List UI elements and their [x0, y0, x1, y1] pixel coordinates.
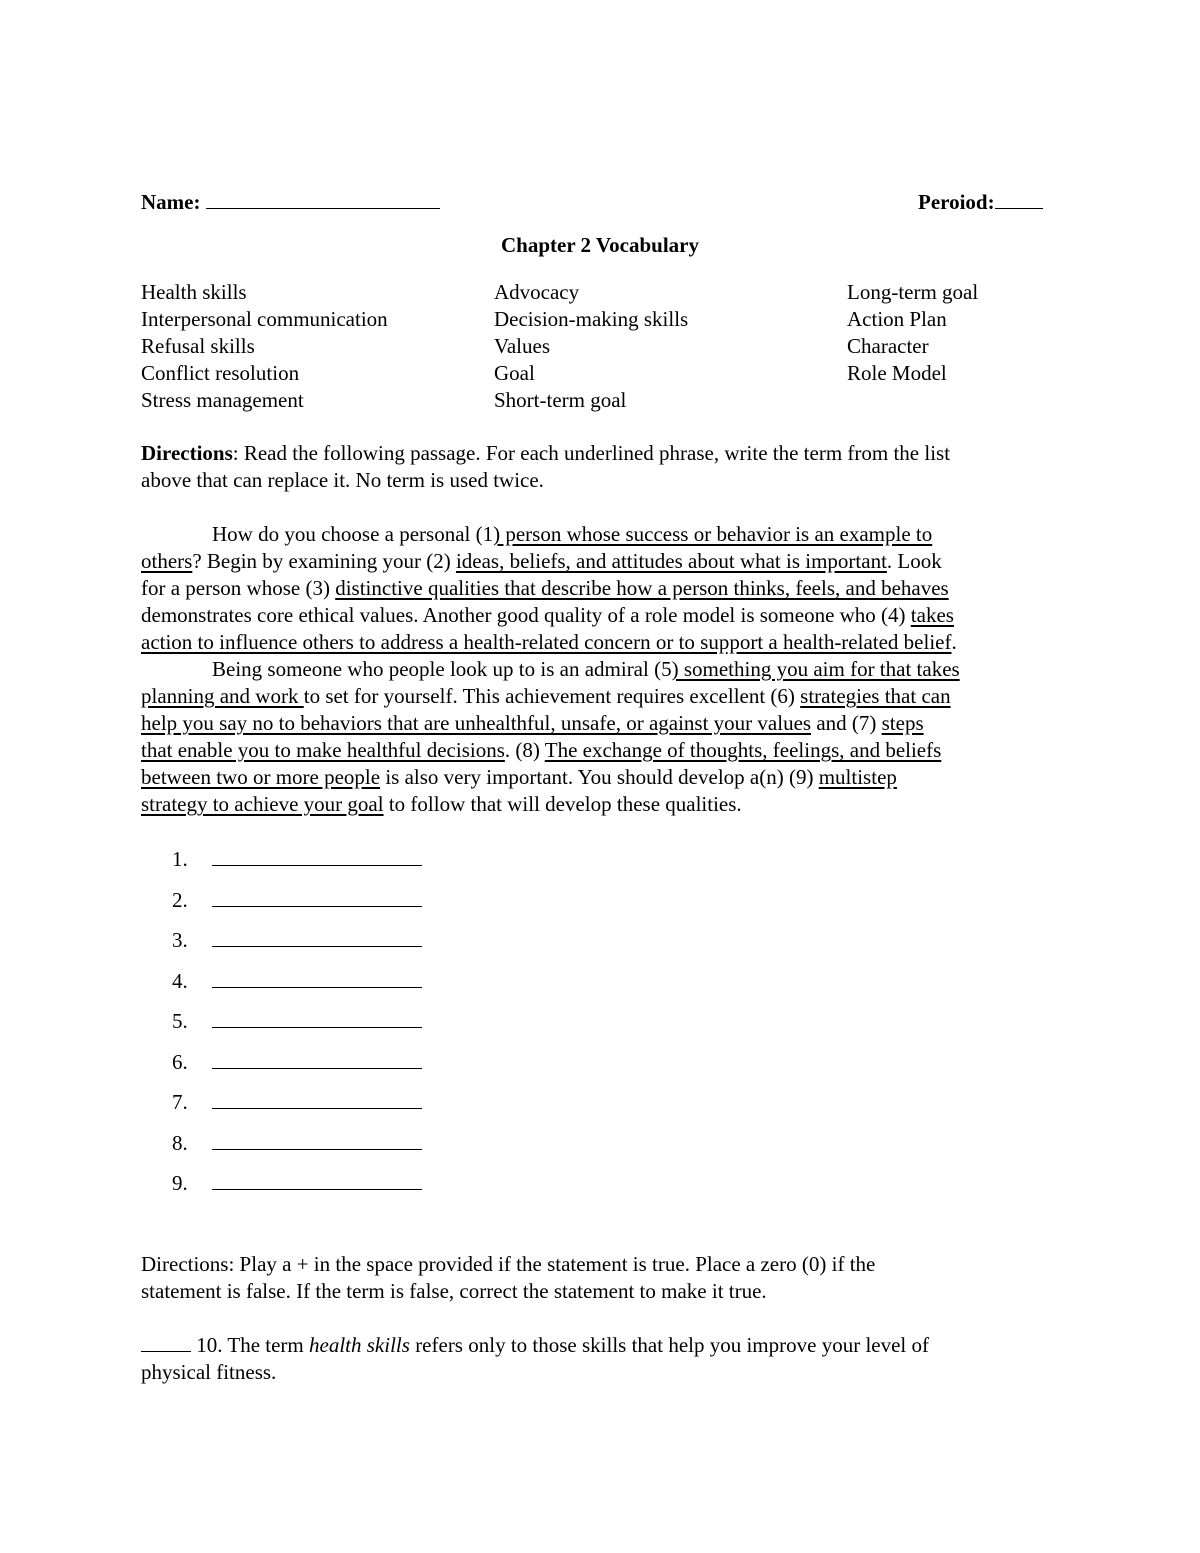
answer-number: 5.: [172, 1009, 188, 1033]
answer-blank[interactable]: [212, 928, 422, 947]
underlined-phrase-5: planning and work: [141, 684, 304, 708]
answer-number: 1.: [172, 847, 188, 871]
underlined-phrase-3: distinctive qualities that describe how a person thinks, feels, and behaves: [335, 576, 949, 600]
vocab-term: Action Plan: [847, 307, 947, 331]
vocab-term: Character: [847, 334, 929, 358]
answer-item[interactable]: [172, 846, 422, 887]
underlined-phrase-9: multistep: [818, 765, 897, 789]
passage-text: How do you choose a personal (1: [212, 522, 494, 546]
underlined-phrase-4: action to influence others to address a health-related concern or to support a health-related belief: [141, 630, 952, 654]
passage-text: demonstrates core ethical values. Another good quality of a role model is someone who (4): [141, 603, 911, 627]
directions-text: : Read the following passage. For each underlined phrase, write the term from the list: [232, 441, 951, 465]
passage-text: and (7): [811, 711, 882, 735]
vocab-term: Refusal skills: [141, 334, 255, 358]
passage: [141, 521, 1061, 818]
underlined-phrase-1: others: [141, 549, 193, 573]
name-label: Name:: [141, 190, 201, 214]
answer-item[interactable]: [172, 1008, 422, 1049]
vocab-term: Long-term goal: [847, 280, 979, 304]
passage-text: .: [951, 630, 957, 654]
underlined-phrase-2: ideas, beliefs, and attitudes about what is important: [455, 549, 887, 573]
underlined-phrase-4: takes: [910, 603, 954, 627]
passage-text: to follow that will develop these qualities.: [383, 792, 742, 816]
question-10: [141, 1332, 1061, 1386]
vocab-term: Short-term goal: [494, 388, 627, 412]
answer-item[interactable]: [172, 1049, 422, 1090]
answer-blank[interactable]: [212, 969, 422, 988]
vocab-term: Interpersonal communication: [141, 307, 388, 331]
question-text: physical fitness.: [141, 1360, 277, 1384]
answer-number: 6.: [172, 1049, 188, 1074]
underlined-phrase-6: help you say no to behaviors that are unhealthful, unsafe, or against your values: [141, 711, 812, 735]
vocab-column-1: [141, 279, 388, 414]
vocab-term: Conflict resolution: [141, 361, 300, 385]
passage-text: Being someone who people look up to is an admiral (5: [212, 657, 672, 681]
passage-text: . (8): [504, 738, 545, 762]
passage-text: ? Begin by examining your (2): [192, 549, 456, 573]
passage-text: to set for yourself. This achievement requires excellent (6): [303, 684, 801, 708]
answer-blank[interactable]: [212, 1009, 422, 1028]
period-blank[interactable]: [995, 190, 1043, 209]
period-label: Peroiod:: [918, 190, 995, 214]
question-term: health skills: [309, 1333, 410, 1357]
vocab-term: Stress management: [141, 388, 304, 412]
directions-1: [141, 440, 1061, 494]
answer-number: 7.: [172, 1090, 188, 1114]
answer-item[interactable]: [172, 927, 422, 968]
answer-blank[interactable]: [212, 1171, 422, 1190]
answer-blank[interactable]: [212, 1131, 422, 1150]
period-field[interactable]: [918, 190, 1043, 213]
name-blank[interactable]: [206, 190, 440, 209]
vocab-term: Advocacy: [494, 280, 580, 304]
directions-label: Directions: [141, 441, 233, 465]
answer-number: 3.: [172, 928, 188, 952]
question-text: 10. The term: [191, 1333, 310, 1357]
underlined-phrase-1: ) person whose success or behavior is an example to: [493, 522, 933, 546]
answer-blank[interactable]: [212, 888, 422, 907]
vocab-column-2: [494, 279, 688, 414]
underlined-phrase-8: between two or more people: [141, 765, 381, 789]
underlined-phrase-9: strategy to achieve your goal: [141, 792, 384, 816]
directions-2: [141, 1251, 1061, 1305]
underlined-phrase-7: that enable you to make healthful decisions: [141, 738, 505, 762]
underlined-phrase-5: ) something you aim for that takes: [671, 657, 960, 681]
answer-item[interactable]: [172, 887, 422, 928]
answer-number: 4.: [172, 968, 188, 993]
vocab-term: Decision-making skills: [494, 307, 689, 331]
directions-text: Directions: Play a + in the space provided if the statement is true. Place a zero (0) if the: [141, 1252, 876, 1276]
question-text: refers only to those skills that help you improve your level of: [409, 1333, 930, 1357]
answer-number: 9.: [172, 1171, 188, 1195]
directions-text: above that can replace it. No term is used twice.: [141, 468, 544, 492]
passage-text: is also very important. You should develop a(n) (9): [380, 765, 819, 789]
directions-text: statement is false. If the term is false, correct the statement to make it true.: [141, 1279, 767, 1303]
vocab-term: Health skills: [141, 280, 247, 304]
vocab-term: Role Model: [847, 361, 947, 385]
vocab-term: Values: [494, 334, 550, 358]
passage-text: for a person whose (3): [141, 576, 336, 600]
underlined-phrase-7: steps: [881, 711, 924, 735]
answer-item[interactable]: [172, 1089, 422, 1130]
underlined-phrase-8: The exchange of thoughts, feelings, and beliefs: [544, 738, 942, 762]
vocab-column-3: [847, 279, 978, 387]
answer-blank[interactable]: [212, 1090, 422, 1109]
passage-text: . Look: [886, 549, 942, 573]
answer-item[interactable]: [172, 1130, 422, 1171]
vocab-term: Goal: [494, 361, 535, 385]
answer-item[interactable]: [172, 1170, 422, 1211]
answer-blank[interactable]: [212, 847, 422, 866]
answer-number: 8.: [172, 1130, 188, 1155]
answer-number: 2.: [172, 887, 188, 912]
answer-item[interactable]: [172, 968, 422, 1009]
name-field[interactable]: [141, 190, 440, 213]
page-title: Chapter 2 Vocabulary: [501, 233, 699, 257]
answer-blank[interactable]: [212, 1050, 422, 1069]
answer-list: [172, 846, 422, 1211]
underlined-phrase-6: strategies that can: [800, 684, 951, 708]
question-10-blank[interactable]: [141, 1333, 191, 1352]
